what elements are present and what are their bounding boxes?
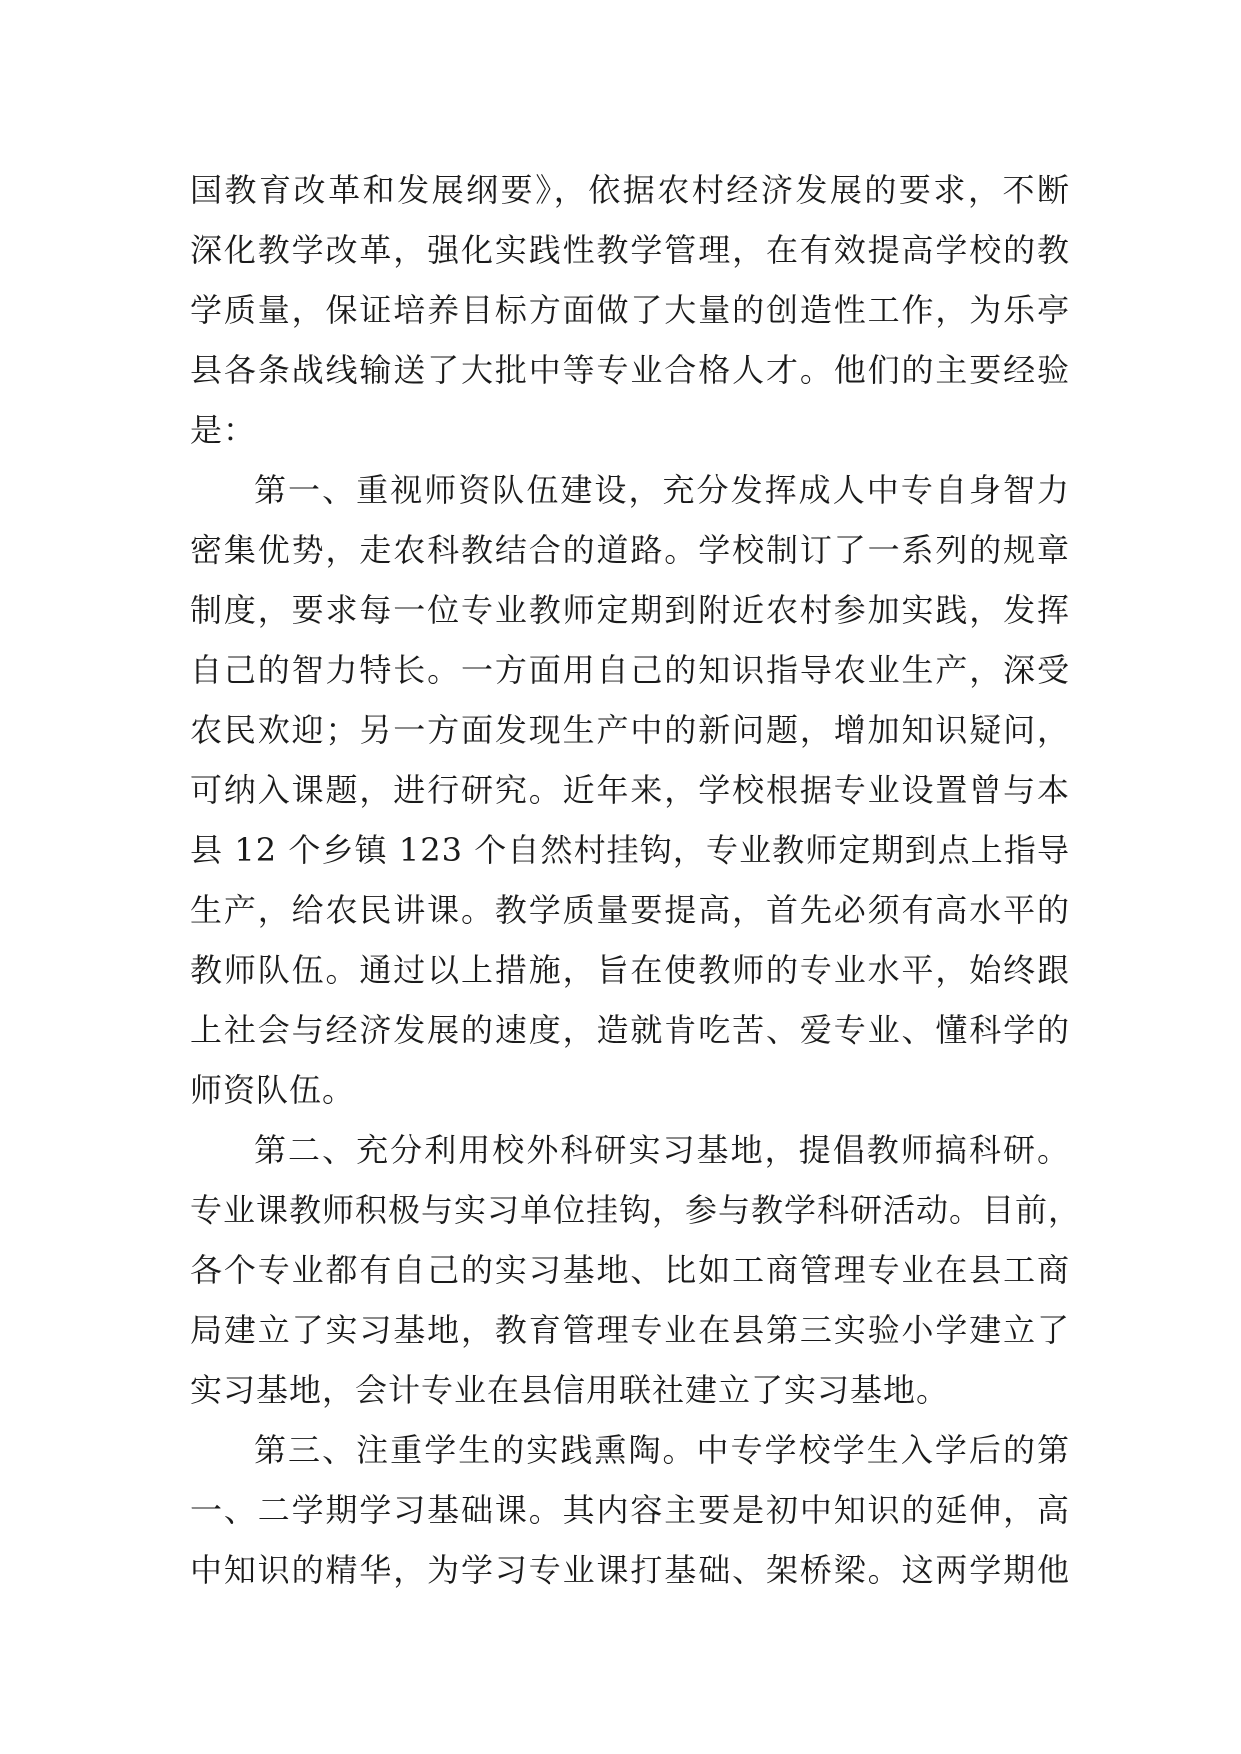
text-line: 上社会与经济发展的速度，造就肯吃苦、爱专业、懂科学的 bbox=[190, 1011, 1070, 1049]
body-text bbox=[190, 160, 1082, 1600]
text-line: 局建立了实习基地，教育管理专业在县第三实验小学建立了 bbox=[190, 1311, 1070, 1349]
text-line: 可纳入课题，进行研究。近年来，学校根据专业设置曾与本 bbox=[190, 771, 1070, 809]
text-line: 教师队伍。通过以上措施，旨在使教师的专业水平，始终跟 bbox=[190, 951, 1070, 989]
text-line: 实习基地，会计专业在县信用联社建立了实习基地。 bbox=[190, 1371, 950, 1409]
text-line: 深化教学改革，强化实践性教学管理，在有效提高学校的教 bbox=[190, 231, 1070, 269]
text-line: 密集优势，走农科教结合的道路。学校制订了一系列的规章 bbox=[190, 531, 1070, 569]
text-line: 县各条战线输送了大批中等专业合格人才。他们的主要经验 bbox=[190, 351, 1070, 389]
text-line: 专业课教师积极与实习单位挂钩，参与教学科研活动。目前， bbox=[190, 1191, 1082, 1229]
text-line: 是： bbox=[190, 411, 257, 449]
paragraph-start-line: 第三、注重学生的实践熏陶。中专学校学生入学后的第 bbox=[254, 1431, 1070, 1469]
text-line: 中知识的精华，为学习专业课打基础、架桥梁。这两学期他 bbox=[190, 1551, 1070, 1589]
paragraph-start-line: 第二、充分利用校外科研实习基地，提倡教师搞科研。 bbox=[254, 1131, 1070, 1169]
text-line: 学质量，保证培养目标方面做了大量的创造性工作，为乐亭 bbox=[190, 291, 1070, 329]
text-line: 国教育改革和发展纲要》，依据农村经济发展的要求，不断 bbox=[190, 171, 1070, 209]
text-line: 农民欢迎；另一方面发现生产中的新问题，增加知识疑问， bbox=[190, 711, 1070, 749]
paragraph-start-line: 第一、重视师资队伍建设，充分发挥成人中专自身智力 bbox=[254, 471, 1070, 509]
text-line: 各个专业都有自己的实习基地、比如工商管理专业在县工商 bbox=[190, 1251, 1070, 1289]
text-line: 生产，给农民讲课。教学质量要提高，首先必须有高水平的 bbox=[190, 891, 1070, 929]
text-line: 一、二学期学习基础课。其内容主要是初中知识的延伸，高 bbox=[190, 1491, 1070, 1529]
text-line: 自己的智力特长。一方面用自己的知识指导农业生产，深受 bbox=[190, 651, 1070, 689]
text-line: 县 12 个乡镇 123 个自然村挂钩，专业教师定期到点上指导 bbox=[190, 831, 1070, 869]
text-line: 师资队伍。 bbox=[190, 1071, 356, 1109]
text-line: 制度，要求每一位专业教师定期到附近农村参加实践，发挥 bbox=[190, 591, 1070, 629]
